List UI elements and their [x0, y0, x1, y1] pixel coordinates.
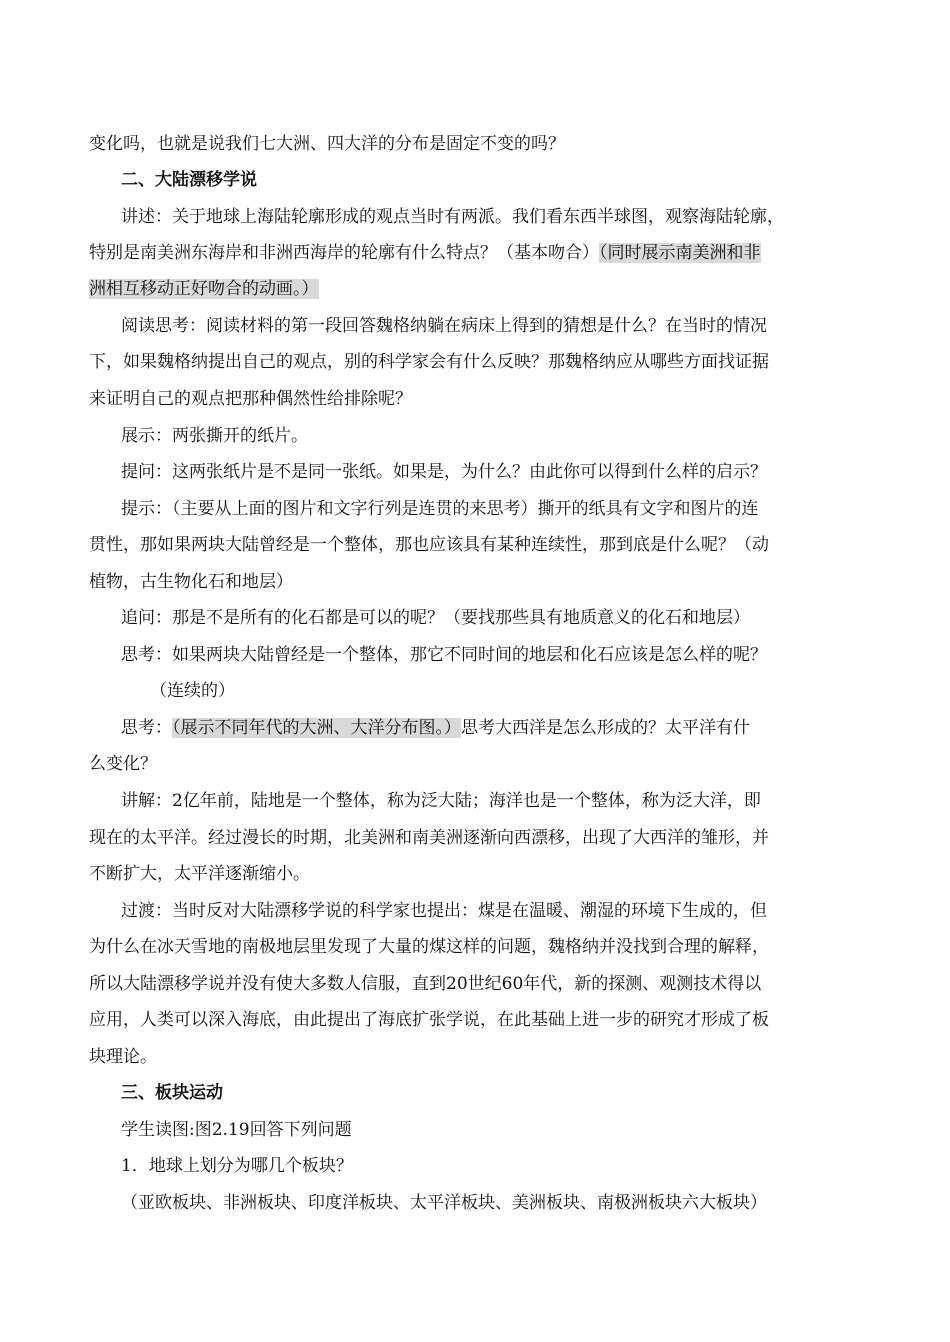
paragraph-line: 提示：（主要从上面的图片和文字行列是连贯的来思考）撕开的纸具有文字和图片的连: [121, 499, 759, 519]
paragraph-line: 么变化？: [89, 754, 157, 774]
paragraph-line: 块理论。: [89, 1047, 157, 1067]
highlighted-text: 洲相互移动正好吻合的动画。）: [89, 279, 319, 299]
paragraph-line: 思考：如果两块大陆曾经是一个整体，那它不同时间的地层和化石应该是怎么样的呢？: [121, 645, 767, 665]
paragraph-line: 变化吗，也就是说我们七大洲、四大洋的分布是固定不变的吗？: [89, 134, 565, 154]
paragraph-line: 来证明自己的观点把那种偶然性给排除呢？: [89, 389, 412, 409]
paragraph-line: 追问：那是不是所有的化石都是可以的呢？（要找那些具有地质意义的化石和地层）: [121, 608, 750, 628]
highlighted-text: （展示不同年代的大洲、大洋分布图。）: [172, 718, 461, 738]
paragraph-line: 植物，古生物化石和地层）: [89, 572, 293, 592]
paragraph-line: 所以大陆漂移学说并没有使大多数人信服，直到20世纪60年代，新的探测、观测技术得以: [89, 974, 762, 994]
paragraph-line: 现在的太平洋。经过漫长的时期，北美洲和南美洲逐渐向西漂移，出现了大西洋的雏形，并: [89, 828, 769, 848]
paragraph-line: 阅读思考：阅读材料的第一段回答魏格纳躺在病床上得到的猜想是什么？在当时的情况: [121, 316, 767, 336]
paragraph-line: 下，如果魏格纳提出自己的观点，别的科学家会有什么反映？那魏格纳应从哪些方面找证据: [89, 352, 769, 372]
text-run: 特别是南美洲东海岸和非洲西海岸的轮廓有什么特点？（基本吻合）: [89, 243, 599, 263]
paragraph-line: [89, 241, 761, 265]
text-run: 思考大西洋是怎么形成的？太平洋有什: [461, 718, 750, 738]
paragraph-line: 为什么在冰天雪地的南极地层里发现了大量的煤这样的问题，魏格纳并没找到合理的解释，: [89, 937, 769, 957]
paragraph-line: 讲述：关于地球上海陆轮廓形成的观点当时有两派。我们看东西半球图，观察海陆轮廓，: [121, 207, 784, 227]
paragraph-line: 贯性，那如果两块大陆曾经是一个整体，那也应该具有某种连续性，那到底是什么呢？（动: [89, 535, 769, 555]
paragraph-line: （连续的）: [150, 681, 235, 701]
highlighted-text: （同时展示南美洲和非: [599, 243, 761, 263]
paragraph-line: [121, 716, 750, 740]
text-run: 思考：: [121, 718, 172, 738]
section-heading: 三、板块运动: [121, 1083, 223, 1103]
paragraph-line: 不断扩大，太平洋逐渐缩小。: [89, 864, 310, 884]
section-heading: 二、大陆漂移学说: [121, 170, 257, 190]
paragraph-line: 讲解：2亿年前，陆地是一个整体，称为泛大陆；海洋也是一个整体，称为泛大洋，即: [121, 791, 761, 811]
paragraph-line: （亚欧板块、非洲板块、印度洋板块、太平洋板块、美洲板块、南极洲板块六大板块）: [121, 1193, 767, 1213]
paragraph-line: 1．地球上划分为哪几个板块？: [121, 1156, 353, 1176]
paragraph-line: 过渡：当时反对大陆漂移学说的科学家也提出：煤是在温暖、潮湿的环境下生成的，但: [121, 901, 767, 921]
paragraph-line: 学生读图:图2.19回答下列问题: [121, 1120, 352, 1140]
paragraph-line: 展示：两张撕开的纸片。: [121, 426, 308, 446]
paragraph-line: 提问：这两张纸片是不是同一张纸。如果是，为什么？由此你可以得到什么样的启示？: [121, 462, 767, 482]
paragraph-line: [89, 277, 319, 301]
paragraph-line: 应用，人类可以深入海底，由此提出了海底扩张学说，在此基础上进一步的研究才形成了板: [89, 1010, 769, 1030]
